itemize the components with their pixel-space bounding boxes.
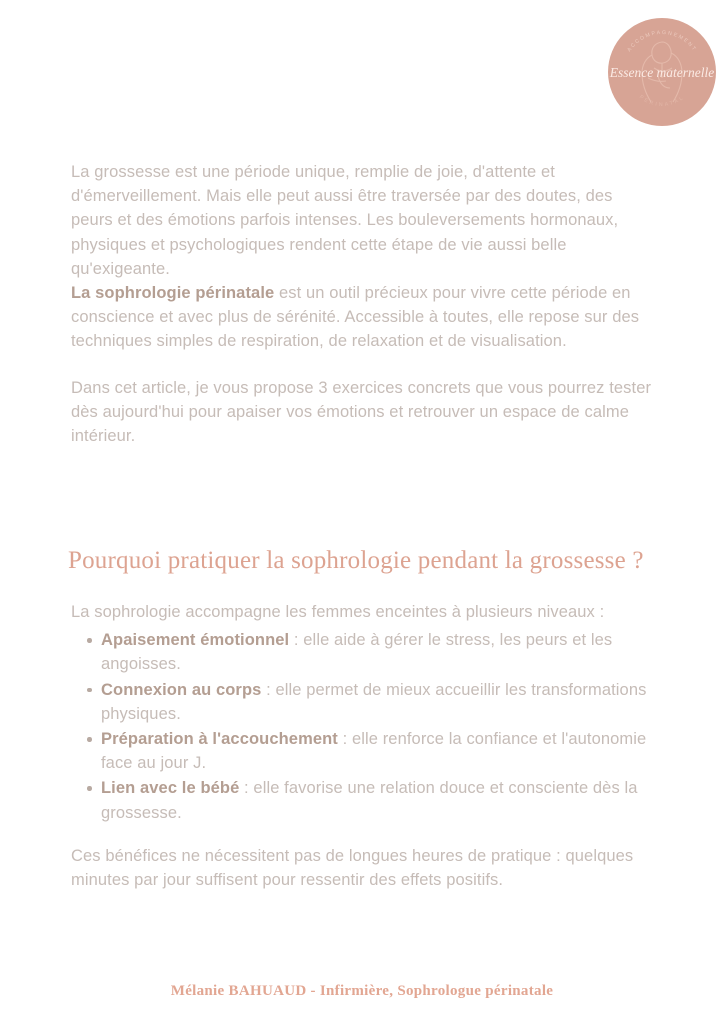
logo-circle <box>608 18 716 126</box>
intro-paragraph-1-lead: La grossesse est une période unique, remplie de joie, d'attente et d'émerveillement. Mais elle peut aussi être traversée par des doutes, des peurs et des émotions parfois intenses. Les bouleversements hormonaux, physiques et psychologiques rendent cette étape de vie aussi belle qu'exigeante. <box>71 163 619 278</box>
logo-script-text: Essence maternelle <box>609 65 715 80</box>
logo-bottom-arc-text: PERINATAL <box>637 94 687 109</box>
sophrologie-perinatale-bold: La sophrologie périnatale <box>71 284 275 303</box>
list-item-term: Apaisement émotionnel <box>101 631 290 650</box>
list-item-description: : elle renforce la confiance et l'autonomie face au jour J. <box>101 730 647 773</box>
intro-paragraph-1-tail: est un outil précieux pour vivre cette période en conscience et avec plus de sérénité. Accessible à toutes, elle repose sur des techniques simples de respiration, de relaxation et de visualisation. <box>71 284 640 351</box>
benefits-section <box>71 600 656 892</box>
intro-section <box>71 160 653 448</box>
benefits-list <box>71 628 656 825</box>
benefits-lead-text: La sophrologie accompagne les femmes enceintes à plusieurs niveaux : <box>71 603 605 621</box>
list-item <box>71 628 656 676</box>
intro-paragraph-1 <box>71 160 653 354</box>
section-heading: Pourquoi pratiquer la sophrologie pendant la grossesse ? <box>68 547 644 574</box>
list-item-term: Préparation à l'accouchement <box>101 730 338 749</box>
brand-logo <box>608 18 716 126</box>
intro-paragraph-2: Dans cet article, je vous propose 3 exercices concrets que vous pourrez tester dès aujourd'hui pour apaiser vos émotions et retrouver un espace de calme intérieur. <box>71 378 652 446</box>
list-item <box>71 727 656 775</box>
logo-artwork-icon <box>608 18 716 126</box>
list-item-description: : elle permet de mieux accueillir les transformations physiques. <box>101 680 647 723</box>
list-item-term: Connexion au corps <box>101 680 262 699</box>
footer-credit: Mélanie BAHUAUD - Infirmière, Sophrologue périnatale <box>170 983 554 999</box>
list-item-description: : elle aide à gérer le stress, les peurs et les angoisses. <box>101 631 613 674</box>
logo-top-arc-text: ACCOMPAGNEMENT <box>626 29 698 54</box>
list-item <box>71 678 656 726</box>
benefits-closing-text: Ces bénéfices ne nécessitent pas de longues heures de pratique : quelques minutes par jour suffisent pour ressentir des effets positifs. <box>71 846 634 890</box>
list-item-description: : elle favorise une relation douce et consciente dès la grossesse. <box>101 779 638 822</box>
list-item-term: Lien avec le bébé <box>101 779 240 798</box>
list-item <box>71 776 656 824</box>
